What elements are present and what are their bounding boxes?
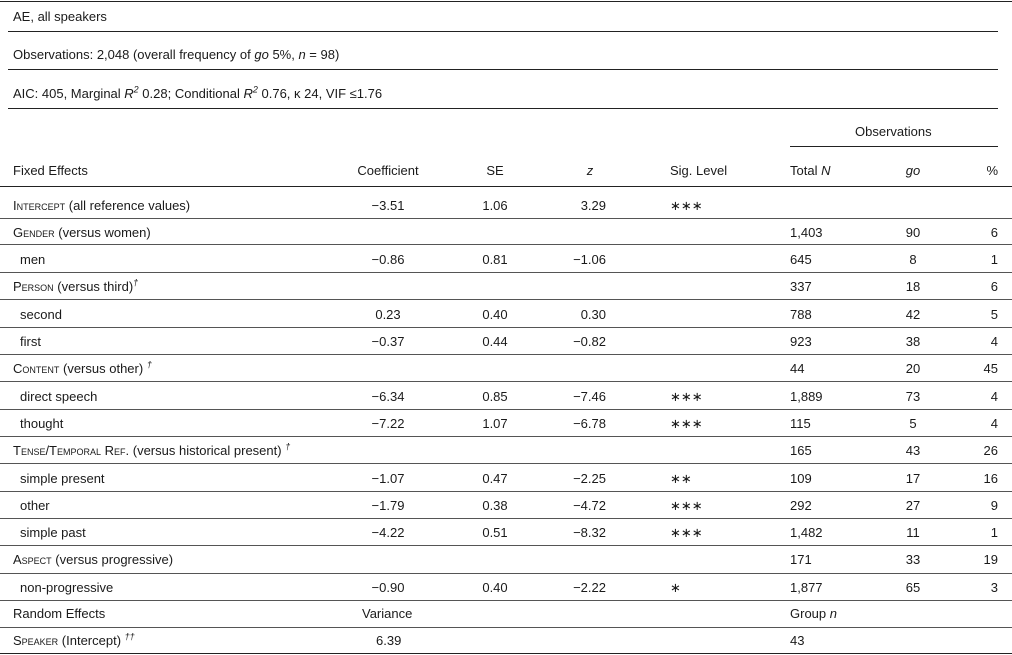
se-cell: 0.44: [482, 334, 508, 349]
z-cell: −0.82: [573, 334, 606, 349]
header-coefficient: Coefficient: [357, 163, 419, 178]
header-percent: %: [986, 163, 998, 178]
sig-level-cell: ∗∗∗: [670, 198, 703, 213]
z-cell: −2.22: [573, 580, 606, 595]
total-n-cell: 171: [790, 552, 812, 567]
factor-label: [13, 279, 138, 295]
percent-cell: 26: [983, 443, 998, 458]
percent-cell: 45: [983, 361, 998, 376]
go-count-cell: 5: [909, 416, 917, 431]
go-count-cell: 27: [905, 498, 921, 513]
rule-row: [0, 327, 1012, 328]
coefficient-cell: −4.22: [371, 525, 405, 540]
header-fixed-effects: Fixed Effects: [13, 163, 88, 178]
total-n-cell: 44: [790, 361, 805, 376]
se-cell: 0.47: [482, 471, 508, 486]
row-label-main: Person: [13, 279, 54, 294]
percent-cell: 16: [983, 471, 998, 486]
dagger-mark: †: [285, 441, 291, 452]
go-count-cell: 33: [905, 552, 921, 567]
header-observations: Observations: [855, 124, 932, 139]
dagger-mark: †: [133, 277, 139, 288]
row-label-rest: (versus progressive): [51, 552, 174, 567]
total-n-cell: 923: [790, 334, 812, 349]
rule-header-bottom: [0, 186, 1012, 187]
level-label: [20, 471, 105, 487]
row-label-main: second: [20, 307, 62, 322]
coefficient-cell: −3.51: [371, 198, 405, 213]
se-cell: 0.81: [482, 252, 508, 267]
total-n-cell: 1,482: [790, 525, 823, 540]
z-cell: 0.30: [580, 307, 606, 322]
row-label-main: thought: [20, 416, 64, 431]
variance-header: Variance: [362, 606, 413, 621]
factor-label: [13, 552, 173, 568]
group-text: Group: [790, 606, 830, 621]
percent-cell: 4: [990, 334, 998, 349]
meta-line-3-a: AIC: 405, Marginal: [13, 86, 125, 101]
rule-meta-3: [8, 108, 998, 109]
sig-level-cell: ∗∗∗: [670, 389, 703, 404]
total-n-cell: 109: [790, 471, 812, 486]
meta-line-3-c: 0.76, κ 24, VIF ≤1.76: [257, 86, 383, 101]
row-label-main: Gender: [13, 225, 55, 240]
coefficient-cell: −6.34: [371, 389, 405, 404]
coefficient-cell: −7.22: [371, 416, 405, 431]
row-label-rest: (versus other): [59, 361, 147, 376]
meta-line-3-b: 0.28; Conditional: [138, 86, 244, 101]
group-n-letter: n: [829, 606, 837, 621]
total-n-cell: 1,403: [790, 225, 823, 240]
rule-top: [0, 1, 1012, 2]
se-cell: 0.51: [482, 525, 508, 540]
coefficient-cell: −1.07: [371, 471, 405, 486]
z-cell: −2.25: [573, 471, 606, 486]
row-label-rest: (all reference values): [65, 198, 191, 213]
percent-cell: 9: [990, 498, 998, 513]
sig-level-cell: ∗: [670, 580, 681, 595]
row-label-rest: (versus third): [53, 279, 134, 294]
rule-row: [0, 573, 1012, 574]
percent-cell: 6: [990, 279, 998, 294]
meta-line-3: [13, 86, 382, 102]
factor-label: [13, 198, 190, 214]
header-total-text: Total: [790, 163, 822, 178]
dagger-mark: †: [146, 359, 152, 370]
header-z: z: [586, 163, 594, 178]
meta-line-3-r: R: [124, 86, 134, 101]
coefficient-cell: −0.86: [371, 252, 405, 267]
row-label-main: Content: [13, 361, 60, 376]
total-n-cell: 1,877: [790, 580, 823, 595]
z-cell: 3.29: [580, 198, 606, 213]
go-count-cell: 43: [905, 443, 921, 458]
z-cell: −1.06: [573, 252, 606, 267]
total-n-cell: 788: [790, 307, 812, 322]
percent-cell: 6: [990, 225, 998, 240]
go-count-cell: 90: [905, 225, 921, 240]
rule-row: [0, 463, 1012, 464]
go-count-cell: 38: [905, 334, 921, 349]
go-count-cell: 11: [906, 525, 920, 540]
level-label: [20, 252, 45, 268]
level-label: [20, 580, 113, 596]
row-label-main: simple present: [20, 471, 105, 486]
meta-line-2-mid: 5%,: [268, 47, 299, 62]
coefficient-cell: 0.23: [375, 307, 401, 322]
total-n-cell: 645: [790, 252, 812, 267]
level-label: [20, 416, 63, 432]
row-label-main: men: [20, 252, 46, 267]
rule-row: [0, 272, 1012, 273]
header-total-n-letter: N: [821, 163, 831, 178]
speaker-dagger: ††: [124, 631, 135, 642]
sig-level-cell: ∗∗∗: [670, 498, 703, 513]
rule-row: [0, 627, 1012, 628]
rule-row: [0, 218, 1012, 219]
speaker-variance: 6.39: [376, 633, 402, 648]
row-label-main: other: [20, 498, 50, 513]
rule-meta-2: [8, 69, 998, 70]
percent-cell: 5: [990, 307, 998, 322]
level-label: [20, 307, 62, 323]
row-label-main: Tense/Temporal Ref.: [13, 443, 130, 458]
group-n-header: [790, 606, 837, 622]
percent-cell: 4: [990, 389, 998, 404]
go-count-cell: 17: [905, 471, 921, 486]
level-label: [20, 389, 97, 405]
row-label-main: simple past: [20, 525, 86, 540]
se-cell: 0.40: [482, 580, 508, 595]
row-label-main: Aspect: [13, 552, 52, 567]
random-effects-header: Random Effects: [13, 606, 106, 621]
meta-line-1: AE, all speakers: [13, 9, 107, 24]
sig-level-cell: ∗∗: [670, 471, 692, 486]
meta-line-2-prefix: Observations: 2,048 (overall frequency of: [13, 47, 255, 62]
coefficient-cell: −1.79: [371, 498, 405, 513]
meta-line-3-r2: R: [243, 86, 253, 101]
percent-cell: 3: [990, 580, 998, 595]
go-count-cell: 18: [905, 279, 921, 294]
header-sig-level: Sig. Level: [670, 163, 728, 178]
meta-line-3-sq2: 2: [252, 84, 258, 95]
percent-cell: 4: [990, 416, 998, 431]
factor-label: [13, 443, 290, 459]
total-n-cell: 165: [790, 443, 812, 458]
row-label-main: non-progressive: [20, 580, 114, 595]
se-cell: 0.40: [482, 307, 508, 322]
rule-row: [0, 518, 1012, 519]
z-cell: −4.72: [573, 498, 606, 513]
go-count-cell: 65: [905, 580, 921, 595]
total-n-cell: 1,889: [790, 389, 823, 404]
factor-label: [13, 361, 152, 377]
speaker-label-rest: (Intercept): [58, 633, 125, 648]
rule-row: [0, 354, 1012, 355]
speaker-label-sc: Speaker: [13, 633, 59, 648]
rule-meta-1: [8, 31, 998, 32]
rule-row: [0, 436, 1012, 437]
row-label-main: direct speech: [20, 389, 98, 404]
meta-line-2-go: go: [254, 47, 269, 62]
rule-bottom: [0, 653, 1012, 654]
z-cell: −8.32: [573, 525, 606, 540]
meta-line-2-suffix: = 98): [305, 47, 340, 62]
se-cell: 0.38: [482, 498, 508, 513]
header-go: go: [905, 163, 921, 178]
percent-cell: 1: [990, 525, 998, 540]
factor-label: [13, 225, 151, 241]
z-cell: −7.46: [573, 389, 606, 404]
speaker-group-n: 43: [790, 633, 805, 648]
se-cell: 0.85: [482, 389, 508, 404]
row-label-rest: (versus historical present): [129, 443, 286, 458]
rule-row: [0, 545, 1012, 546]
coefficient-cell: −0.90: [371, 580, 405, 595]
go-count-cell: 73: [905, 389, 921, 404]
percent-cell: 1: [990, 252, 998, 267]
sig-level-cell: ∗∗∗: [670, 525, 703, 540]
total-n-cell: 115: [790, 416, 811, 431]
z-cell: −6.78: [573, 416, 606, 431]
se-cell: 1.06: [482, 198, 508, 213]
rule-row: [0, 381, 1012, 382]
rule-observations: [790, 146, 998, 147]
percent-cell: 19: [983, 552, 998, 567]
rule-row: [0, 409, 1012, 410]
meta-line-3-sq: 2: [133, 84, 139, 95]
rule-row: [0, 299, 1012, 300]
total-n-cell: 292: [790, 498, 812, 513]
coefficient-cell: −0.37: [371, 334, 405, 349]
speaker-label: [13, 633, 135, 649]
total-n-cell: 337: [790, 279, 812, 294]
row-label-main: Intercept: [13, 198, 66, 213]
go-count-cell: 42: [905, 307, 921, 322]
meta-line-2-n: n: [298, 47, 306, 62]
rule-row: [0, 600, 1012, 601]
go-count-cell: 8: [909, 252, 917, 267]
level-label: [20, 498, 50, 514]
header-se: SE: [486, 163, 504, 178]
level-label: [20, 334, 41, 350]
header-total-n: [790, 163, 830, 179]
level-label: [20, 525, 86, 541]
meta-line-2: [13, 47, 339, 63]
se-cell: 1.07: [482, 416, 508, 431]
sig-level-cell: ∗∗∗: [670, 416, 703, 431]
rule-row: [0, 244, 1012, 245]
rule-row: [0, 491, 1012, 492]
go-count-cell: 20: [905, 361, 921, 376]
row-label-rest: (versus women): [54, 225, 151, 240]
row-label-main: first: [20, 334, 41, 349]
